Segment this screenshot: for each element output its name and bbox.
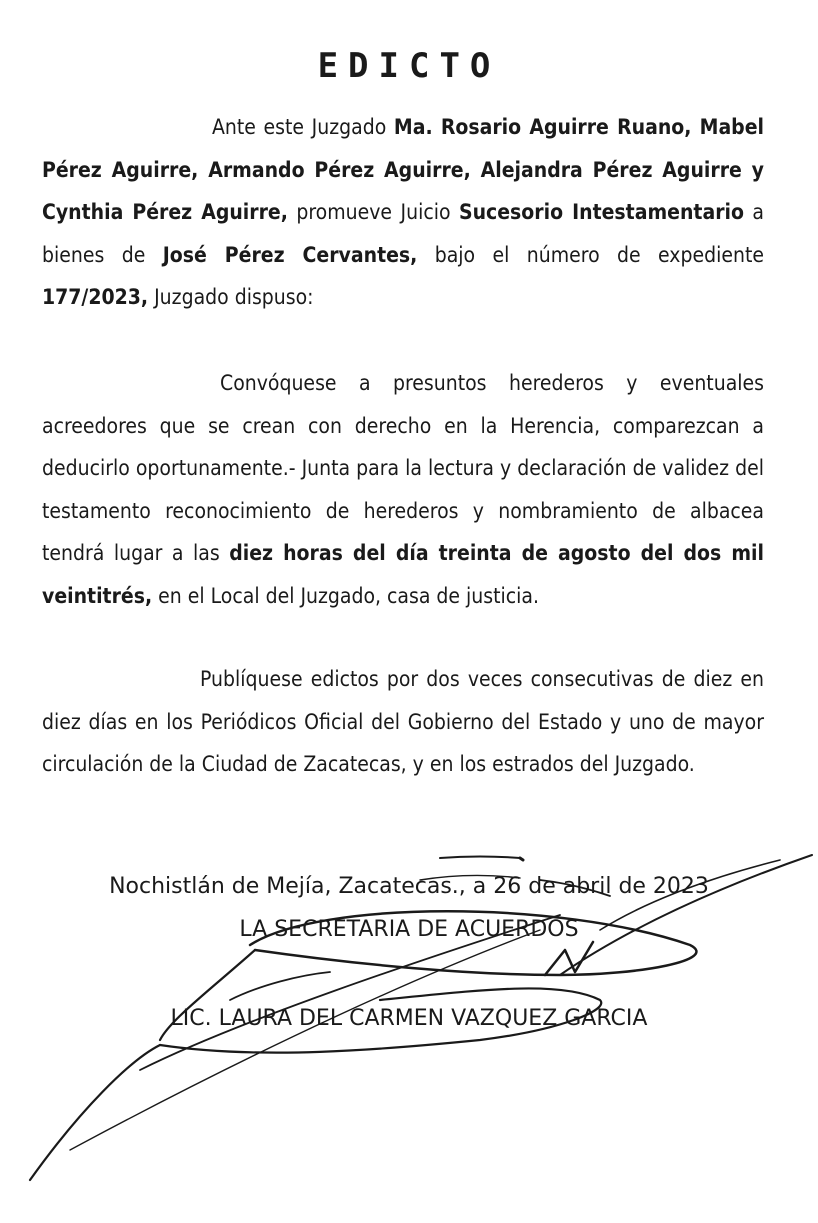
p1-text-5: Juzgado dispuso: [148, 285, 314, 309]
signer-role: LA SECRETARIA DE ACUERDOS [239, 917, 579, 942]
p1-text-2: promueve Juicio [287, 200, 459, 224]
signer-name: LIC. LAURA DEL CARMEN VAZQUEZ GARCIA [170, 1006, 648, 1031]
p1-deceased-name: José Pérez Cervantes, [162, 242, 418, 267]
p1-trial-type: Sucesorio Intestamentario [458, 200, 744, 224]
paragraph-publication [42, 658, 764, 786]
p3-text-1: Publíquese edictos por dos veces consecutivas de diez en diez días en los Periódicos Oficial del Gobierno del Estado y uno de mayor circulación de la Ciudad de Zacatecas, y en los estrados del Juzgado. [42, 667, 764, 776]
p2-text-1: Convóquese a presuntos herederos y eventuales acreedores que se crean con derecho en la Herencia, comparezcan a deducirlo oportunamente.- Junta para la lectura y declaración de validez del testamento reconocimiento de herederos y nombramiento de albacea tendrá lugar a las [42, 371, 764, 565]
p1-text-3: a bienes de [42, 200, 765, 267]
p1-file-number: 177/2023, [42, 285, 149, 309]
paragraph-convocation [42, 362, 764, 617]
place-and-date: Nochistlán de Mejía, Zacatecas., a 26 de abril de 2023 [109, 874, 709, 899]
document-title: EDICTO [317, 46, 501, 86]
paragraph-petitioners [42, 106, 764, 319]
p2-hearing-date: diez horas del día treinta de agosto del dos mil veintitrés, [42, 541, 764, 608]
p1-text-4: bajo el número de expediente [417, 242, 764, 267]
p1-petitioner-names: Ma. Rosario Aguirre Ruano, Mabel Pérez Aguirre, Armando Pérez Aguirre, Alejandra Pérez Aguirre y Cynthia Pérez Aguirre, [42, 115, 764, 224]
p1-text-1: Ante este Juzgado [212, 115, 394, 139]
p2-text-2: en el Local del Juzgado, casa de justicia. [152, 583, 539, 608]
